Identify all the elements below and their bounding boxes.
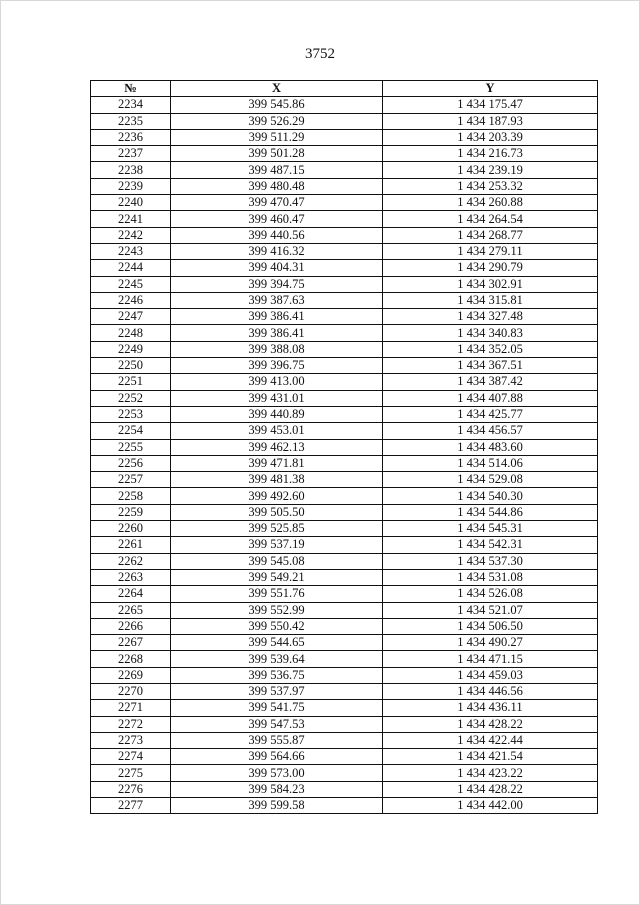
table-row [91, 651, 598, 667]
cell-y: 1 434 260.88 [383, 195, 598, 211]
cell-y: 1 434 526.08 [383, 586, 598, 602]
cell-y: 1 434 423.22 [383, 765, 598, 781]
cell-x: 399 416.32 [171, 243, 383, 259]
table-row [91, 569, 598, 585]
cell-x: 399 453.01 [171, 423, 383, 439]
cell-x: 399 550.42 [171, 618, 383, 634]
cell-number: 2272 [91, 716, 171, 732]
cell-number: 2250 [91, 358, 171, 374]
cell-x: 399 539.64 [171, 651, 383, 667]
table-row [91, 553, 598, 569]
cell-number: 2252 [91, 390, 171, 406]
cell-x: 399 505.50 [171, 504, 383, 520]
cell-y: 1 434 446.56 [383, 683, 598, 699]
cell-number: 2247 [91, 309, 171, 325]
cell-y: 1 434 268.77 [383, 227, 598, 243]
table-row [91, 472, 598, 488]
table-row [91, 341, 598, 357]
cell-y: 1 434 456.57 [383, 423, 598, 439]
cell-number: 2264 [91, 586, 171, 602]
coordinates-table [90, 80, 598, 814]
table-row [91, 749, 598, 765]
cell-number: 2244 [91, 260, 171, 276]
table-row [91, 243, 598, 259]
table-row [91, 146, 598, 162]
cell-y: 1 434 459.03 [383, 667, 598, 683]
table-row [91, 129, 598, 145]
header-y: Y [383, 81, 598, 97]
table-row [91, 227, 598, 243]
cell-number: 2256 [91, 455, 171, 471]
cell-x: 399 386.41 [171, 325, 383, 341]
cell-y: 1 434 302.91 [383, 276, 598, 292]
header-number: № [91, 81, 171, 97]
cell-number: 2265 [91, 602, 171, 618]
cell-number: 2268 [91, 651, 171, 667]
cell-x: 399 480.48 [171, 178, 383, 194]
cell-y: 1 434 422.44 [383, 732, 598, 748]
cell-number: 2259 [91, 504, 171, 520]
cell-y: 1 434 175.47 [383, 97, 598, 113]
table-row [91, 798, 598, 814]
cell-x: 399 470.47 [171, 195, 383, 211]
table-row [91, 309, 598, 325]
cell-number: 2277 [91, 798, 171, 814]
cell-x: 399 555.87 [171, 732, 383, 748]
cell-x: 399 584.23 [171, 781, 383, 797]
page-number: 3752 [305, 46, 335, 62]
cell-x: 399 549.21 [171, 569, 383, 585]
cell-number: 2262 [91, 553, 171, 569]
cell-number: 2266 [91, 618, 171, 634]
cell-number: 2261 [91, 537, 171, 553]
cell-x: 399 537.19 [171, 537, 383, 553]
table-row [91, 423, 598, 439]
cell-y: 1 434 279.11 [383, 243, 598, 259]
cell-number: 2260 [91, 521, 171, 537]
cell-y: 1 434 531.08 [383, 569, 598, 585]
cell-x: 399 413.00 [171, 374, 383, 390]
table-row [91, 683, 598, 699]
cell-number: 2248 [91, 325, 171, 341]
cell-y: 1 434 327.48 [383, 309, 598, 325]
table-row [91, 162, 598, 178]
cell-number: 2238 [91, 162, 171, 178]
cell-y: 1 434 514.06 [383, 455, 598, 471]
cell-number: 2276 [91, 781, 171, 797]
table-row [91, 178, 598, 194]
cell-x: 399 537.97 [171, 683, 383, 699]
cell-x: 399 471.81 [171, 455, 383, 471]
cell-y: 1 434 540.30 [383, 488, 598, 504]
cell-x: 399 541.75 [171, 700, 383, 716]
cell-x: 399 396.75 [171, 358, 383, 374]
cell-number: 2274 [91, 749, 171, 765]
cell-x: 399 536.75 [171, 667, 383, 683]
cell-y: 1 434 187.93 [383, 113, 598, 129]
cell-number: 2275 [91, 765, 171, 781]
table-body [91, 97, 598, 814]
cell-x: 399 599.58 [171, 798, 383, 814]
header-x: X [171, 81, 383, 97]
cell-y: 1 434 315.81 [383, 292, 598, 308]
cell-x: 399 440.89 [171, 406, 383, 422]
cell-x: 399 525.85 [171, 521, 383, 537]
cell-number: 2235 [91, 113, 171, 129]
table-row [91, 374, 598, 390]
cell-number: 2267 [91, 635, 171, 651]
table-row [91, 602, 598, 618]
cell-y: 1 434 545.31 [383, 521, 598, 537]
cell-y: 1 434 264.54 [383, 211, 598, 227]
table-row [91, 195, 598, 211]
table-row [91, 635, 598, 651]
cell-y: 1 434 442.00 [383, 798, 598, 814]
cell-y: 1 434 352.05 [383, 341, 598, 357]
cell-number: 2273 [91, 732, 171, 748]
cell-y: 1 434 436.11 [383, 700, 598, 716]
cell-x: 399 492.60 [171, 488, 383, 504]
cell-number: 2258 [91, 488, 171, 504]
cell-x: 399 564.66 [171, 749, 383, 765]
table-row [91, 700, 598, 716]
cell-y: 1 434 542.31 [383, 537, 598, 553]
table-row [91, 358, 598, 374]
cell-y: 1 434 421.54 [383, 749, 598, 765]
cell-number: 2253 [91, 406, 171, 422]
cell-number: 2239 [91, 178, 171, 194]
table-row [91, 765, 598, 781]
cell-number: 2242 [91, 227, 171, 243]
table-row [91, 732, 598, 748]
cell-number: 2271 [91, 700, 171, 716]
table-row [91, 586, 598, 602]
cell-y: 1 434 290.79 [383, 260, 598, 276]
table-row [91, 537, 598, 553]
cell-x: 399 431.01 [171, 390, 383, 406]
cell-y: 1 434 483.60 [383, 439, 598, 455]
cell-number: 2241 [91, 211, 171, 227]
table-row [91, 439, 598, 455]
cell-x: 399 440.56 [171, 227, 383, 243]
cell-number: 2234 [91, 97, 171, 113]
cell-x: 399 460.47 [171, 211, 383, 227]
cell-number: 2246 [91, 292, 171, 308]
cell-y: 1 434 428.22 [383, 781, 598, 797]
cell-y: 1 434 407.88 [383, 390, 598, 406]
header-row [91, 81, 598, 97]
cell-x: 399 387.63 [171, 292, 383, 308]
table-row [91, 406, 598, 422]
cell-number: 2243 [91, 243, 171, 259]
cell-x: 399 462.13 [171, 439, 383, 455]
cell-y: 1 434 203.39 [383, 129, 598, 145]
cell-x: 399 552.99 [171, 602, 383, 618]
cell-y: 1 434 216.73 [383, 146, 598, 162]
cell-x: 399 481.38 [171, 472, 383, 488]
cell-x: 399 547.53 [171, 716, 383, 732]
cell-x: 399 526.29 [171, 113, 383, 129]
cell-y: 1 434 506.50 [383, 618, 598, 634]
cell-number: 2237 [91, 146, 171, 162]
cell-y: 1 434 521.07 [383, 602, 598, 618]
cell-x: 399 545.86 [171, 97, 383, 113]
cell-number: 2245 [91, 276, 171, 292]
cell-x: 399 487.15 [171, 162, 383, 178]
cell-number: 2270 [91, 683, 171, 699]
table-row [91, 292, 598, 308]
cell-number: 2269 [91, 667, 171, 683]
cell-y: 1 434 537.30 [383, 553, 598, 569]
cell-y: 1 434 239.19 [383, 162, 598, 178]
cell-x: 399 501.28 [171, 146, 383, 162]
cell-x: 399 511.29 [171, 129, 383, 145]
table-row [91, 504, 598, 520]
cell-x: 399 551.76 [171, 586, 383, 602]
cell-number: 2251 [91, 374, 171, 390]
table-header [91, 81, 598, 97]
cell-y: 1 434 529.08 [383, 472, 598, 488]
cell-y: 1 434 367.51 [383, 358, 598, 374]
cell-number: 2236 [91, 129, 171, 145]
table-row [91, 488, 598, 504]
cell-y: 1 434 340.83 [383, 325, 598, 341]
table-row [91, 113, 598, 129]
cell-y: 1 434 490.27 [383, 635, 598, 651]
table-row [91, 260, 598, 276]
table-row [91, 618, 598, 634]
cell-x: 399 573.00 [171, 765, 383, 781]
cell-y: 1 434 425.77 [383, 406, 598, 422]
cell-x: 399 386.41 [171, 309, 383, 325]
table-row [91, 781, 598, 797]
cell-y: 1 434 544.86 [383, 504, 598, 520]
table-row [91, 97, 598, 113]
cell-number: 2254 [91, 423, 171, 439]
cell-number: 2255 [91, 439, 171, 455]
cell-y: 1 434 471.15 [383, 651, 598, 667]
table-row [91, 390, 598, 406]
table-row [91, 325, 598, 341]
cell-y: 1 434 253.32 [383, 178, 598, 194]
cell-x: 399 544.65 [171, 635, 383, 651]
cell-number: 2240 [91, 195, 171, 211]
table-row [91, 716, 598, 732]
cell-number: 2257 [91, 472, 171, 488]
table-row [91, 211, 598, 227]
cell-number: 2263 [91, 569, 171, 585]
cell-x: 399 404.31 [171, 260, 383, 276]
table-row [91, 667, 598, 683]
table-row [91, 276, 598, 292]
table-row [91, 455, 598, 471]
cell-x: 399 394.75 [171, 276, 383, 292]
table-row [91, 521, 598, 537]
cell-y: 1 434 428.22 [383, 716, 598, 732]
cell-number: 2249 [91, 341, 171, 357]
cell-x: 399 545.08 [171, 553, 383, 569]
cell-y: 1 434 387.42 [383, 374, 598, 390]
cell-x: 399 388.08 [171, 341, 383, 357]
